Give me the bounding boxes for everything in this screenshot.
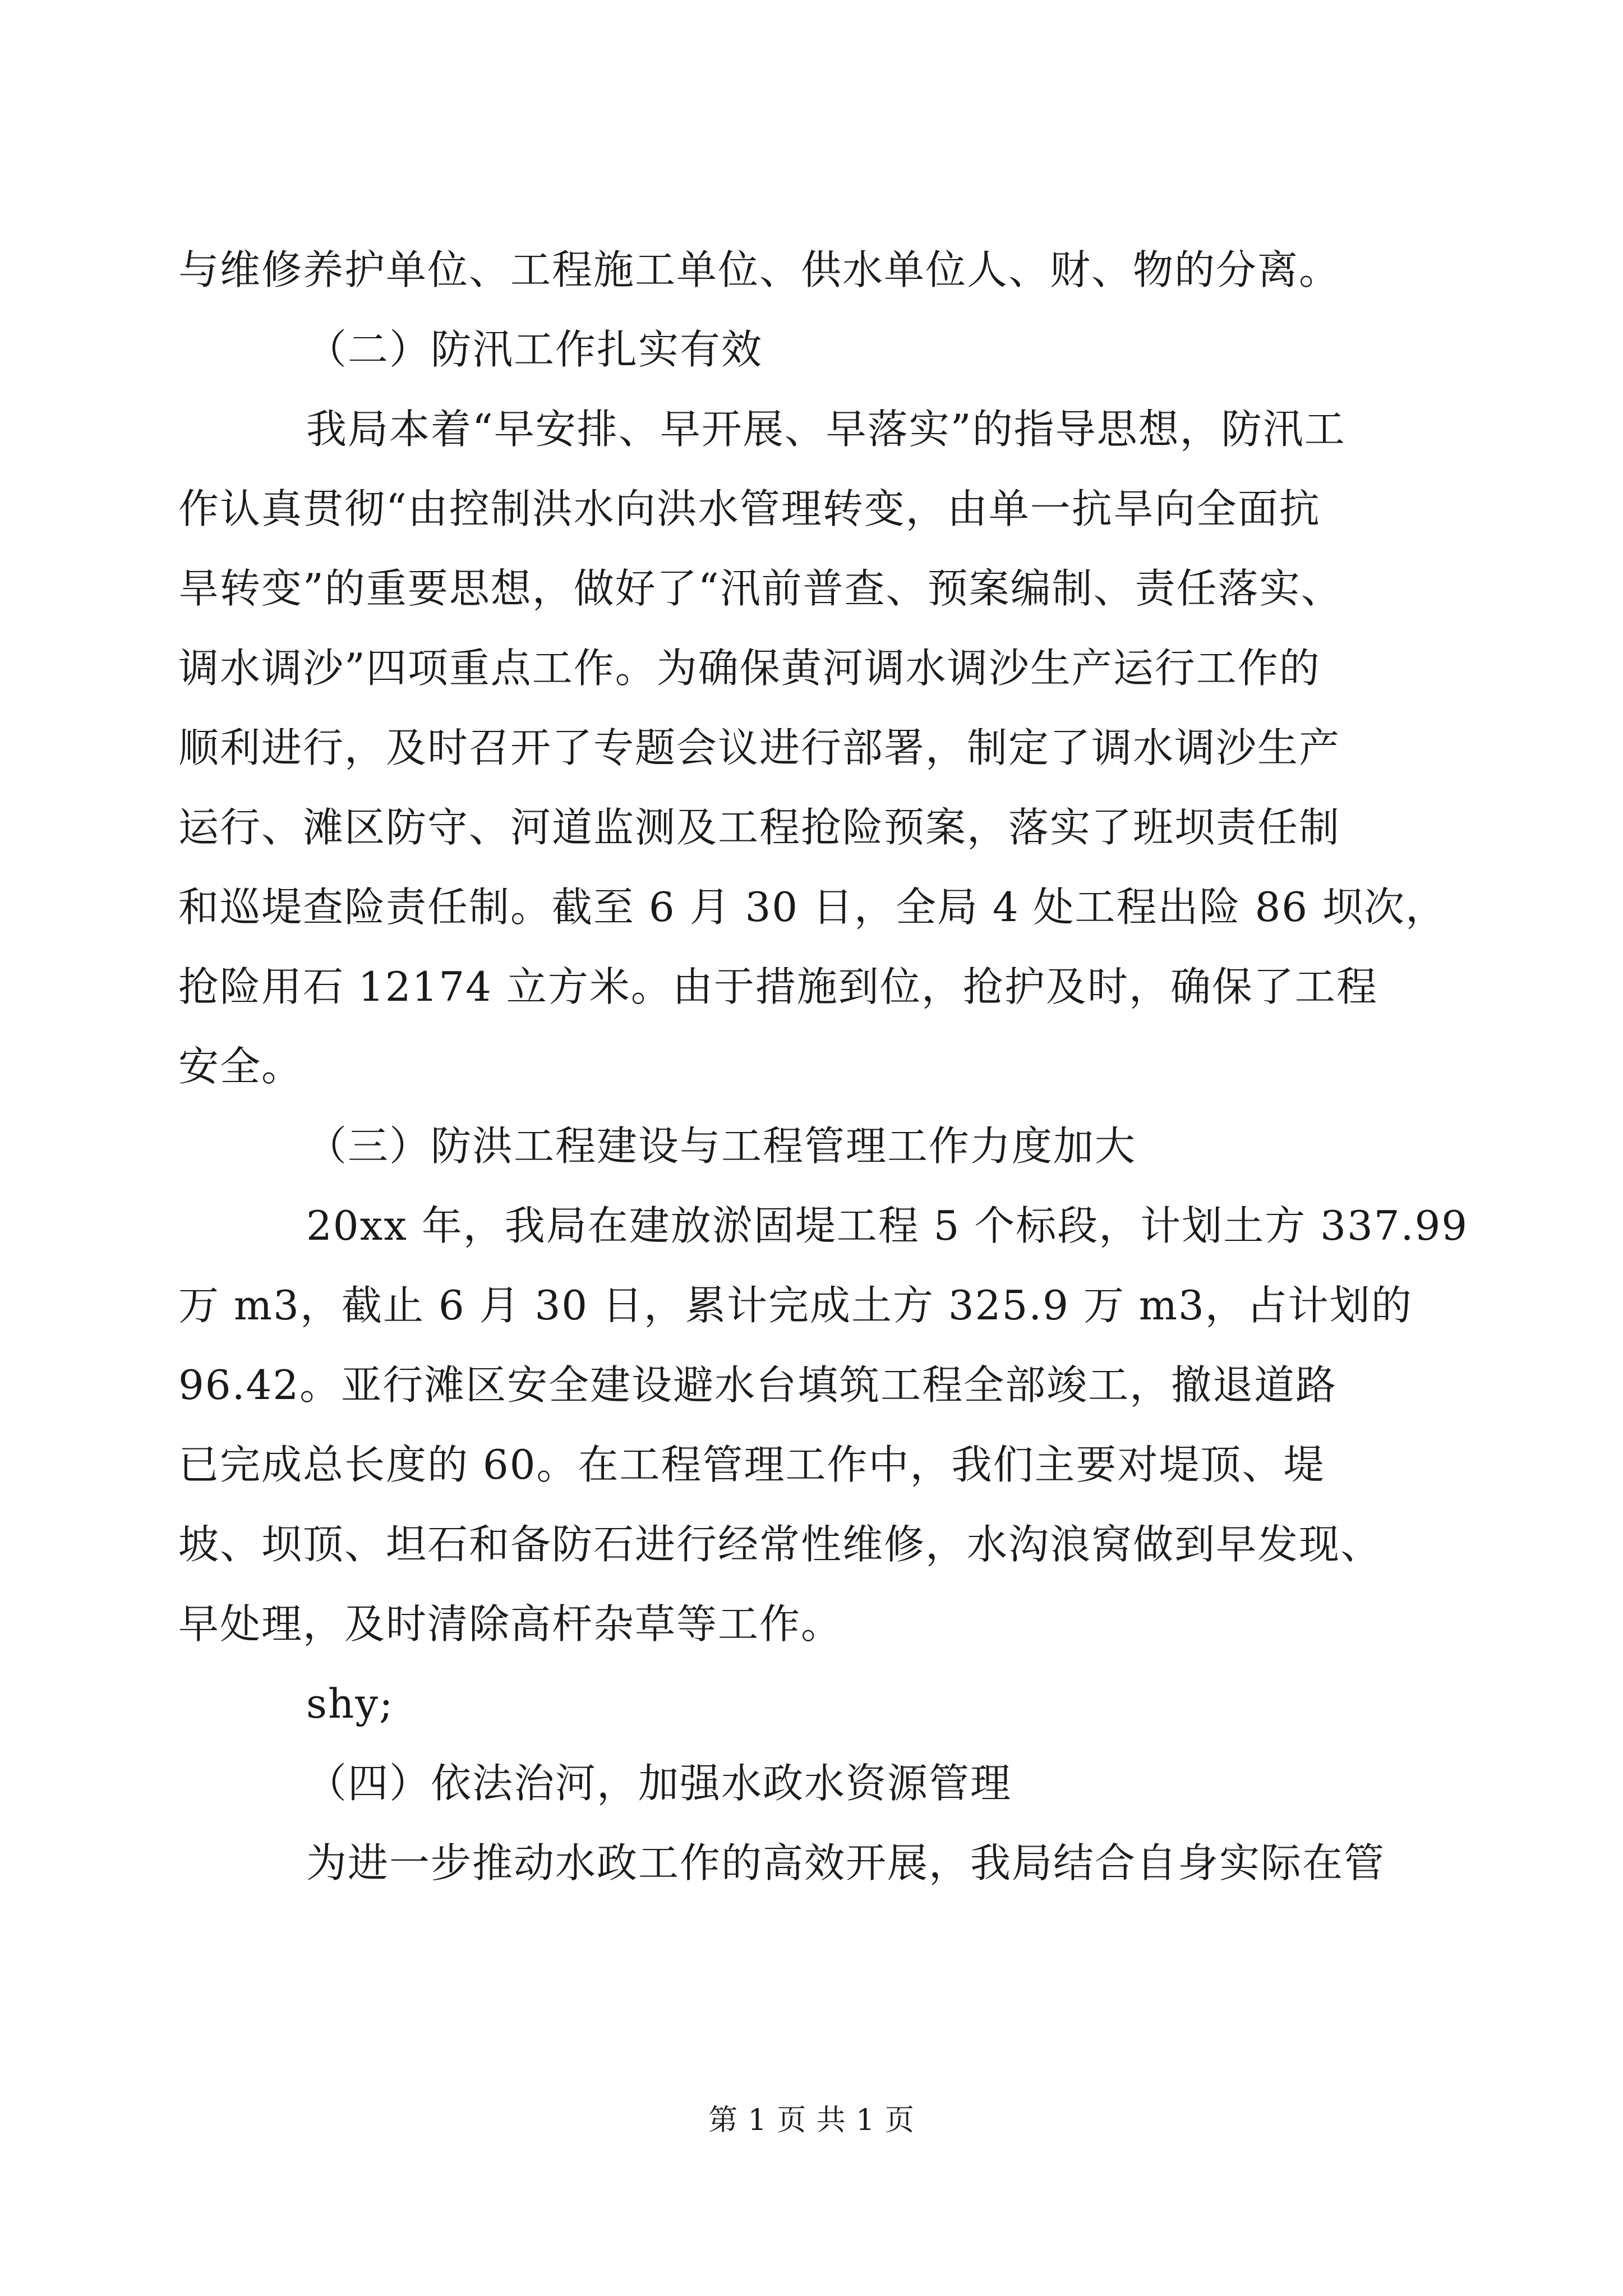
text-line-8: 运行、滩区防守、河道监测及工程抢险预案，落实了班坝责任制 — [178, 804, 1341, 851]
text-line-18: 早处理，及时清除高杆杂草等工作。 — [178, 1600, 843, 1648]
text-line-15: 96.42。亚行滩区安全建设避水台填筑工程全部竣工，撤退道路 — [178, 1361, 1338, 1409]
text-line-3: 我局本着“早安排、早开展、早落实”的指导思想，防汛工 — [306, 406, 1346, 453]
text-line-6: 调水调沙”四项重点工作。为确保黄河调水调沙生产运行工作的 — [178, 645, 1321, 692]
section-heading-3: （三）防洪工程建设与工程管理工作力度加大 — [306, 1122, 1137, 1170]
text-line-21: 为进一步推动水政工作的高效开展，我局结合自身实际在管 — [306, 1839, 1386, 1887]
section-heading-4: （四）依法治河，加强水政水资源管理 — [306, 1760, 1012, 1807]
page-footer: 第 1 页 共 1 页 — [708, 2104, 915, 2137]
text-line-17: 坡、坝顶、坦石和备防石进行经常性维修，水沟浪窝做到早发现、 — [178, 1521, 1382, 1568]
text-line-1: 与维修养护单位、工程施工单位、供水单位人、财、物的分离。 — [178, 246, 1341, 293]
text-line-13: 20xx 年，我局在建放淤固堤工程 5 个标段，计划土方 337.99 — [306, 1202, 1469, 1249]
text-line-19: shy; — [306, 1680, 394, 1727]
text-line-7: 顺利进行，及时召开了专题会议进行部署，制定了调水调沙生产 — [178, 724, 1341, 771]
text-line-9: 和巡堤查险责任制。截至 6 月 30 日，全局 4 处工程出险 86 坝次， — [178, 884, 1447, 931]
text-line-5: 旱转变”的重要思想，做好了“汛前普查、预案编制、责任落实、 — [178, 565, 1343, 612]
section-heading-2: （二）防汛工作扎实有效 — [306, 326, 763, 373]
text-line-4: 作认真贯彻“由控制洪水向洪水管理转变，由单一抗旱向全面抗 — [178, 485, 1321, 532]
text-line-10: 抢险用石 12174 立方米。由于措施到位，抢护及时，确保了工程 — [178, 963, 1378, 1010]
document-body — [178, 230, 1469, 1903]
text-line-11: 安全。 — [178, 1043, 303, 1090]
text-line-14: 万 m3，截止 6 月 30 日，累计完成土方 325.9 万 m3，占计划的 — [178, 1282, 1413, 1329]
text-line-16: 已完成总长度的 60。在工程管理工作中，我们主要对堤顶、堤 — [178, 1441, 1325, 1488]
